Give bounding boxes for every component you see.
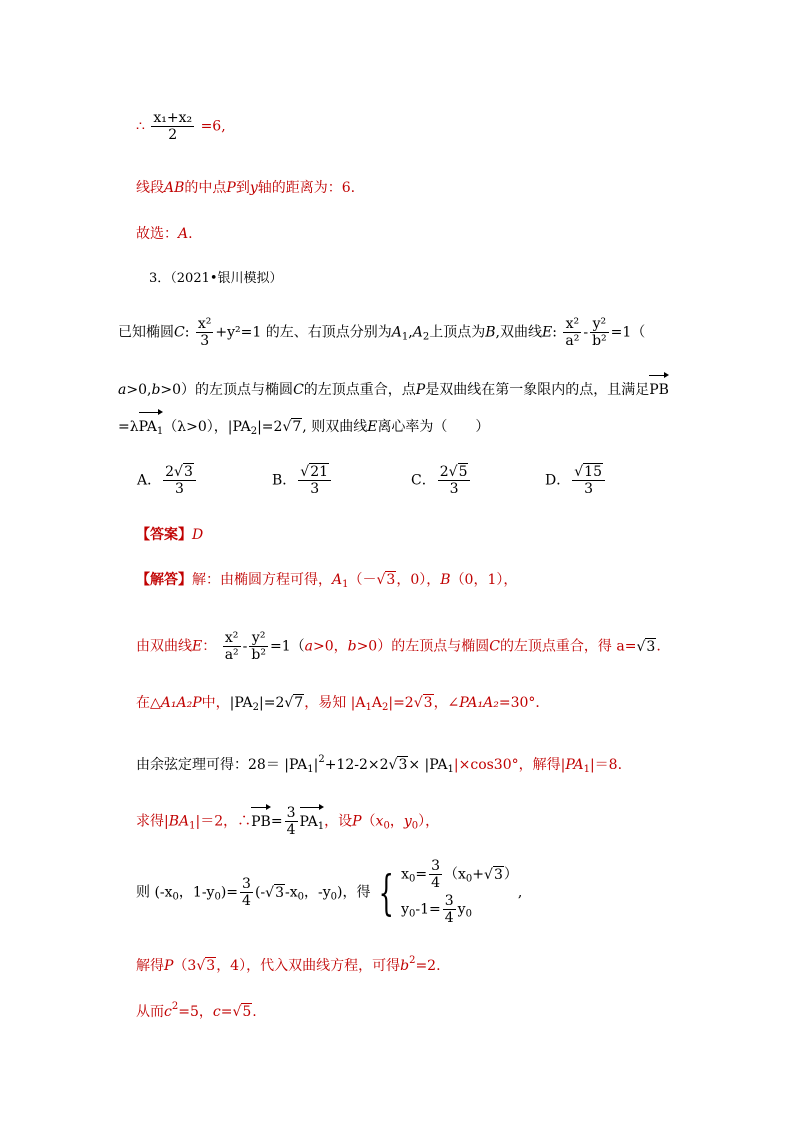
text: PA₁A₂ bbox=[459, 695, 499, 711]
text: B bbox=[440, 572, 451, 588]
solution-line-2 bbox=[136, 630, 661, 663]
text: b bbox=[347, 638, 357, 655]
numerator: x₁+x₂ bbox=[153, 110, 193, 126]
text: 3 bbox=[386, 572, 396, 588]
text: 3 bbox=[183, 464, 193, 480]
text: PA bbox=[565, 757, 584, 773]
sqrt: √7 bbox=[284, 695, 304, 711]
vector-arrow-icon bbox=[300, 804, 325, 810]
denominator: a² bbox=[565, 333, 580, 349]
text: P bbox=[226, 180, 236, 196]
text: 7 bbox=[292, 419, 302, 435]
text: 0 bbox=[408, 908, 416, 919]
answer-tag: 【答案】 bbox=[136, 527, 192, 543]
text: A bbox=[178, 226, 189, 242]
denominator: 3 bbox=[584, 481, 594, 497]
text: 的左顶点重合，得 a= bbox=[499, 638, 637, 655]
text: ） bbox=[503, 866, 518, 883]
solution-line-1 bbox=[136, 571, 517, 594]
text: 2 bbox=[171, 1001, 179, 1012]
text: y bbox=[403, 813, 412, 830]
equation-system bbox=[401, 858, 518, 927]
fraction bbox=[163, 464, 196, 497]
denominator: b² bbox=[251, 647, 266, 663]
text: ）， bbox=[418, 813, 440, 830]
text: 2 bbox=[318, 754, 325, 765]
text: =λ bbox=[118, 419, 139, 435]
therefore-symbol: ∴ bbox=[136, 118, 145, 135]
text: 21 bbox=[310, 464, 329, 480]
text: 2 bbox=[165, 464, 175, 480]
text: -1= bbox=[415, 901, 441, 917]
solution-line-8 bbox=[136, 998, 257, 1021]
fraction bbox=[240, 876, 253, 909]
text: + bbox=[472, 866, 485, 883]
system-row-2 bbox=[401, 893, 518, 928]
text: 2 bbox=[422, 331, 430, 343]
sqrt: √3 bbox=[265, 884, 285, 901]
text: x bbox=[375, 813, 384, 830]
numerator bbox=[572, 464, 605, 481]
text: : bbox=[552, 324, 557, 341]
text: , bbox=[408, 324, 413, 341]
text: a bbox=[118, 382, 127, 398]
text: >0， bbox=[312, 638, 348, 655]
vector-pb bbox=[251, 813, 271, 831]
question-line-3 bbox=[118, 418, 489, 441]
numerator: y² bbox=[249, 630, 268, 647]
text: P bbox=[352, 813, 362, 830]
text: 0 bbox=[330, 891, 338, 903]
sqrt: √3 bbox=[413, 695, 433, 711]
text: （ bbox=[361, 813, 376, 830]
vector-arrow-icon bbox=[649, 372, 669, 378]
option-d[interactable] bbox=[545, 464, 607, 497]
text: |=2 bbox=[388, 695, 414, 711]
text: 则 (-x bbox=[136, 884, 173, 901]
text: | bbox=[313, 757, 319, 773]
text: = bbox=[415, 866, 428, 883]
text: （－ bbox=[348, 572, 377, 588]
text: ，1-y bbox=[178, 884, 215, 901]
text: b bbox=[400, 958, 410, 974]
solution-line-4 bbox=[136, 751, 622, 779]
text: |＝2，∴ bbox=[195, 813, 252, 830]
text: C bbox=[293, 382, 304, 398]
fraction bbox=[563, 316, 581, 349]
text: +y²=1 的左、右顶点分别为 bbox=[215, 324, 392, 341]
text: =30°． bbox=[498, 695, 550, 711]
text: . bbox=[252, 1004, 257, 1020]
text: 求得| bbox=[136, 813, 169, 830]
sqrt: √3 bbox=[388, 757, 408, 773]
text: +12-2×2 bbox=[324, 757, 389, 773]
text: ，4），代入双曲线方程，可得 bbox=[216, 958, 401, 974]
numerator bbox=[438, 464, 471, 481]
vector-pa1 bbox=[300, 813, 325, 836]
fraction bbox=[151, 110, 194, 143]
text: （3 bbox=[173, 958, 197, 974]
sqrt: √5 bbox=[448, 464, 468, 480]
text: |PA bbox=[229, 695, 253, 711]
fraction bbox=[572, 464, 605, 497]
text: 3 bbox=[275, 884, 285, 901]
text: y bbox=[457, 901, 466, 917]
text: 由双曲线 bbox=[136, 638, 192, 655]
answer-choice-line bbox=[136, 225, 193, 243]
text: =1（ bbox=[269, 638, 305, 655]
answer-line bbox=[136, 526, 203, 544]
text: 1 bbox=[401, 331, 409, 343]
text: E bbox=[192, 638, 203, 655]
text: 5 bbox=[458, 464, 468, 480]
sqrt: √15 bbox=[574, 464, 602, 480]
text: y bbox=[249, 180, 258, 196]
text: 到 bbox=[235, 180, 250, 196]
text: （λ>0）， bbox=[163, 419, 228, 435]
fraction bbox=[443, 893, 456, 926]
text: -x bbox=[285, 884, 298, 901]
text: A bbox=[332, 572, 343, 588]
vector-arrow-icon bbox=[251, 804, 271, 810]
sqrt: √3 bbox=[484, 866, 503, 883]
text: B bbox=[485, 324, 496, 341]
option-label: D． bbox=[545, 472, 571, 489]
fraction bbox=[196, 316, 214, 349]
text: 上顶点为 bbox=[429, 324, 486, 341]
solution-line-6 bbox=[136, 858, 522, 927]
text: ，-y bbox=[304, 884, 331, 901]
sqrt: √3 bbox=[376, 572, 396, 588]
denominator: 3 bbox=[449, 481, 459, 497]
system-row-1 bbox=[401, 858, 518, 893]
text: ，∠ bbox=[433, 695, 460, 711]
text: 已知椭圆 bbox=[118, 324, 174, 341]
text: >0）的左顶点与椭圆 bbox=[160, 382, 294, 398]
text: . bbox=[656, 638, 661, 655]
text: 0 bbox=[383, 820, 390, 832]
option-label: B． bbox=[272, 472, 297, 489]
text: 故选： bbox=[136, 226, 178, 242]
fraction bbox=[249, 630, 268, 663]
text: A bbox=[391, 324, 402, 341]
text: 3 bbox=[646, 638, 656, 655]
question-line-1 bbox=[118, 316, 645, 349]
text: P bbox=[415, 382, 426, 398]
text: 解：由椭圆方程可得， bbox=[192, 572, 332, 588]
text: 线段 bbox=[136, 180, 164, 196]
text: 1 bbox=[189, 820, 196, 832]
denominator: b² bbox=[592, 333, 607, 349]
numerator: x² bbox=[197, 316, 212, 332]
option-b[interactable] bbox=[272, 464, 333, 497]
solution-tag: 【解答】 bbox=[136, 572, 192, 588]
text: 3 bbox=[493, 866, 503, 883]
text: PA bbox=[299, 813, 318, 830]
text: PB bbox=[251, 813, 271, 830]
vector-arrow-icon bbox=[139, 409, 164, 415]
text: 的左顶点重合，点 bbox=[303, 382, 416, 398]
text: ： bbox=[202, 638, 217, 655]
fraction bbox=[429, 858, 442, 891]
solution-line-3 bbox=[136, 694, 549, 717]
numerator: 3 bbox=[286, 805, 296, 821]
vector-pa1 bbox=[139, 418, 164, 441]
denominator: 3 bbox=[175, 481, 184, 497]
text: |×cos30°，解得| bbox=[453, 757, 566, 773]
denominator: 4 bbox=[286, 822, 296, 838]
option-a[interactable] bbox=[137, 464, 198, 497]
text: |＝8. bbox=[589, 757, 623, 773]
numerator bbox=[298, 464, 331, 481]
denominator: a² bbox=[224, 647, 239, 663]
text: A₁A₂P bbox=[160, 695, 202, 711]
text: BA bbox=[168, 813, 190, 830]
option-c[interactable] bbox=[411, 464, 472, 497]
text: >0, bbox=[126, 382, 152, 398]
text: : bbox=[184, 324, 190, 341]
text: PB bbox=[649, 382, 669, 398]
fraction bbox=[223, 630, 241, 663]
text: 离心率为（ ） bbox=[377, 419, 490, 435]
denominator: 4 bbox=[242, 893, 251, 909]
text: 5 bbox=[242, 1004, 252, 1020]
text: 1 bbox=[583, 764, 590, 775]
text: b bbox=[151, 382, 161, 398]
fraction bbox=[298, 464, 331, 497]
question-header bbox=[149, 270, 283, 288]
text: AB bbox=[164, 180, 185, 196]
numerator: 3 bbox=[242, 876, 251, 892]
text: 0 bbox=[408, 873, 416, 885]
text: y bbox=[401, 901, 409, 917]
text: 是双曲线在第一象限内的点，且满足 bbox=[425, 382, 650, 398]
option-label: C． bbox=[411, 472, 436, 489]
text: - bbox=[583, 324, 589, 341]
text: =1（ bbox=[610, 324, 646, 341]
sqrt: √3 bbox=[196, 958, 216, 974]
text: A bbox=[371, 695, 382, 711]
text: 1 bbox=[317, 820, 325, 832]
numerator: 3 bbox=[444, 892, 454, 909]
text: 2 bbox=[250, 426, 258, 437]
fraction bbox=[285, 805, 298, 838]
text: 在△ bbox=[136, 695, 161, 711]
text: =6, bbox=[200, 118, 226, 135]
text: A bbox=[412, 324, 423, 341]
text: 3 bbox=[398, 757, 408, 773]
text: >0）的左顶点与椭圆 bbox=[356, 638, 490, 655]
text: c bbox=[164, 1004, 172, 1020]
text: (- bbox=[254, 884, 266, 901]
text: （x bbox=[444, 866, 466, 883]
text: . bbox=[188, 226, 193, 242]
sqrt: √7 bbox=[282, 419, 302, 435]
denominator: 3 bbox=[200, 333, 210, 349]
text: 2 bbox=[381, 702, 389, 713]
text: c bbox=[212, 1004, 221, 1020]
text: 3 bbox=[206, 958, 216, 974]
text: ,双曲线 bbox=[495, 324, 542, 341]
fraction bbox=[590, 316, 609, 349]
text: 0 bbox=[172, 891, 179, 903]
text: 3 bbox=[423, 695, 433, 711]
text: 1 bbox=[156, 426, 164, 437]
text: 7 bbox=[294, 695, 304, 711]
text: 1 bbox=[447, 764, 454, 775]
text: 2 bbox=[409, 955, 416, 966]
text: =2. bbox=[415, 958, 441, 974]
fraction bbox=[438, 464, 471, 497]
text: = bbox=[270, 813, 283, 830]
text: |=2 bbox=[259, 695, 285, 711]
text: C bbox=[174, 324, 185, 341]
text: 的中点 bbox=[184, 180, 227, 196]
text: 0 bbox=[214, 891, 221, 903]
text: C bbox=[489, 638, 500, 655]
text: 3．（2021•银川模拟） bbox=[149, 271, 283, 286]
text: , bbox=[517, 884, 523, 901]
text: 1 bbox=[307, 764, 314, 775]
denominator: 2 bbox=[168, 127, 178, 143]
numerator: y² bbox=[590, 316, 609, 333]
text: 15 bbox=[584, 464, 602, 480]
text: )= bbox=[220, 884, 239, 901]
denominator: 4 bbox=[431, 875, 440, 891]
text: E bbox=[541, 324, 553, 341]
text: 1 bbox=[342, 579, 349, 590]
text: 由余弦定理可得：28＝ |PA bbox=[136, 757, 308, 773]
text: x bbox=[401, 866, 409, 883]
numerator: 3 bbox=[431, 858, 440, 874]
text: E bbox=[367, 419, 378, 435]
text: 1 bbox=[365, 702, 372, 713]
text: 2 bbox=[252, 702, 259, 713]
denominator: 3 bbox=[310, 481, 320, 497]
text: 解得 bbox=[136, 958, 164, 974]
text: 0 bbox=[297, 891, 305, 903]
numerator: x² bbox=[563, 316, 581, 333]
numerator: x² bbox=[223, 630, 241, 647]
text: - bbox=[242, 638, 248, 655]
text: =5， bbox=[178, 1004, 213, 1020]
answer-value: D bbox=[192, 527, 204, 543]
sqrt: √3 bbox=[174, 464, 193, 480]
text: , 则双曲线 bbox=[302, 419, 368, 435]
text: |=2 bbox=[257, 419, 283, 435]
numerator bbox=[163, 464, 196, 481]
solution-line-distance bbox=[136, 179, 355, 197]
text: )，得 bbox=[337, 884, 371, 901]
text: = bbox=[220, 1004, 233, 1020]
text: a bbox=[304, 638, 313, 655]
denominator: 4 bbox=[444, 909, 454, 926]
left-brace-icon: { bbox=[378, 864, 394, 921]
text: 0 bbox=[465, 908, 472, 919]
solution-line-therefore-midpoint bbox=[136, 110, 226, 143]
text: × |PA bbox=[408, 757, 448, 773]
sqrt: √21 bbox=[300, 464, 329, 480]
solution-line-5 bbox=[136, 805, 439, 838]
sqrt: √3 bbox=[636, 638, 656, 655]
vector-pb bbox=[649, 381, 669, 399]
text: |PA bbox=[227, 419, 251, 435]
text: （0，1）， bbox=[450, 572, 518, 588]
text: 0 bbox=[411, 820, 419, 832]
text: P bbox=[164, 958, 174, 974]
sqrt: √5 bbox=[232, 1004, 252, 1020]
text: 0 bbox=[465, 873, 473, 885]
text: ，0）， bbox=[396, 572, 441, 588]
question-line-2 bbox=[118, 381, 669, 399]
text: PA bbox=[138, 419, 157, 435]
text: 轴的距离为：6. bbox=[257, 180, 356, 196]
option-label: A． bbox=[137, 472, 162, 489]
text: 从而 bbox=[136, 1004, 164, 1020]
text: ， bbox=[389, 813, 404, 830]
text: 2 bbox=[439, 464, 449, 480]
text: 中， bbox=[201, 695, 230, 711]
solution-line-7 bbox=[136, 952, 441, 975]
text: ，设 bbox=[324, 813, 353, 830]
text: ，易知 |A bbox=[304, 695, 366, 711]
